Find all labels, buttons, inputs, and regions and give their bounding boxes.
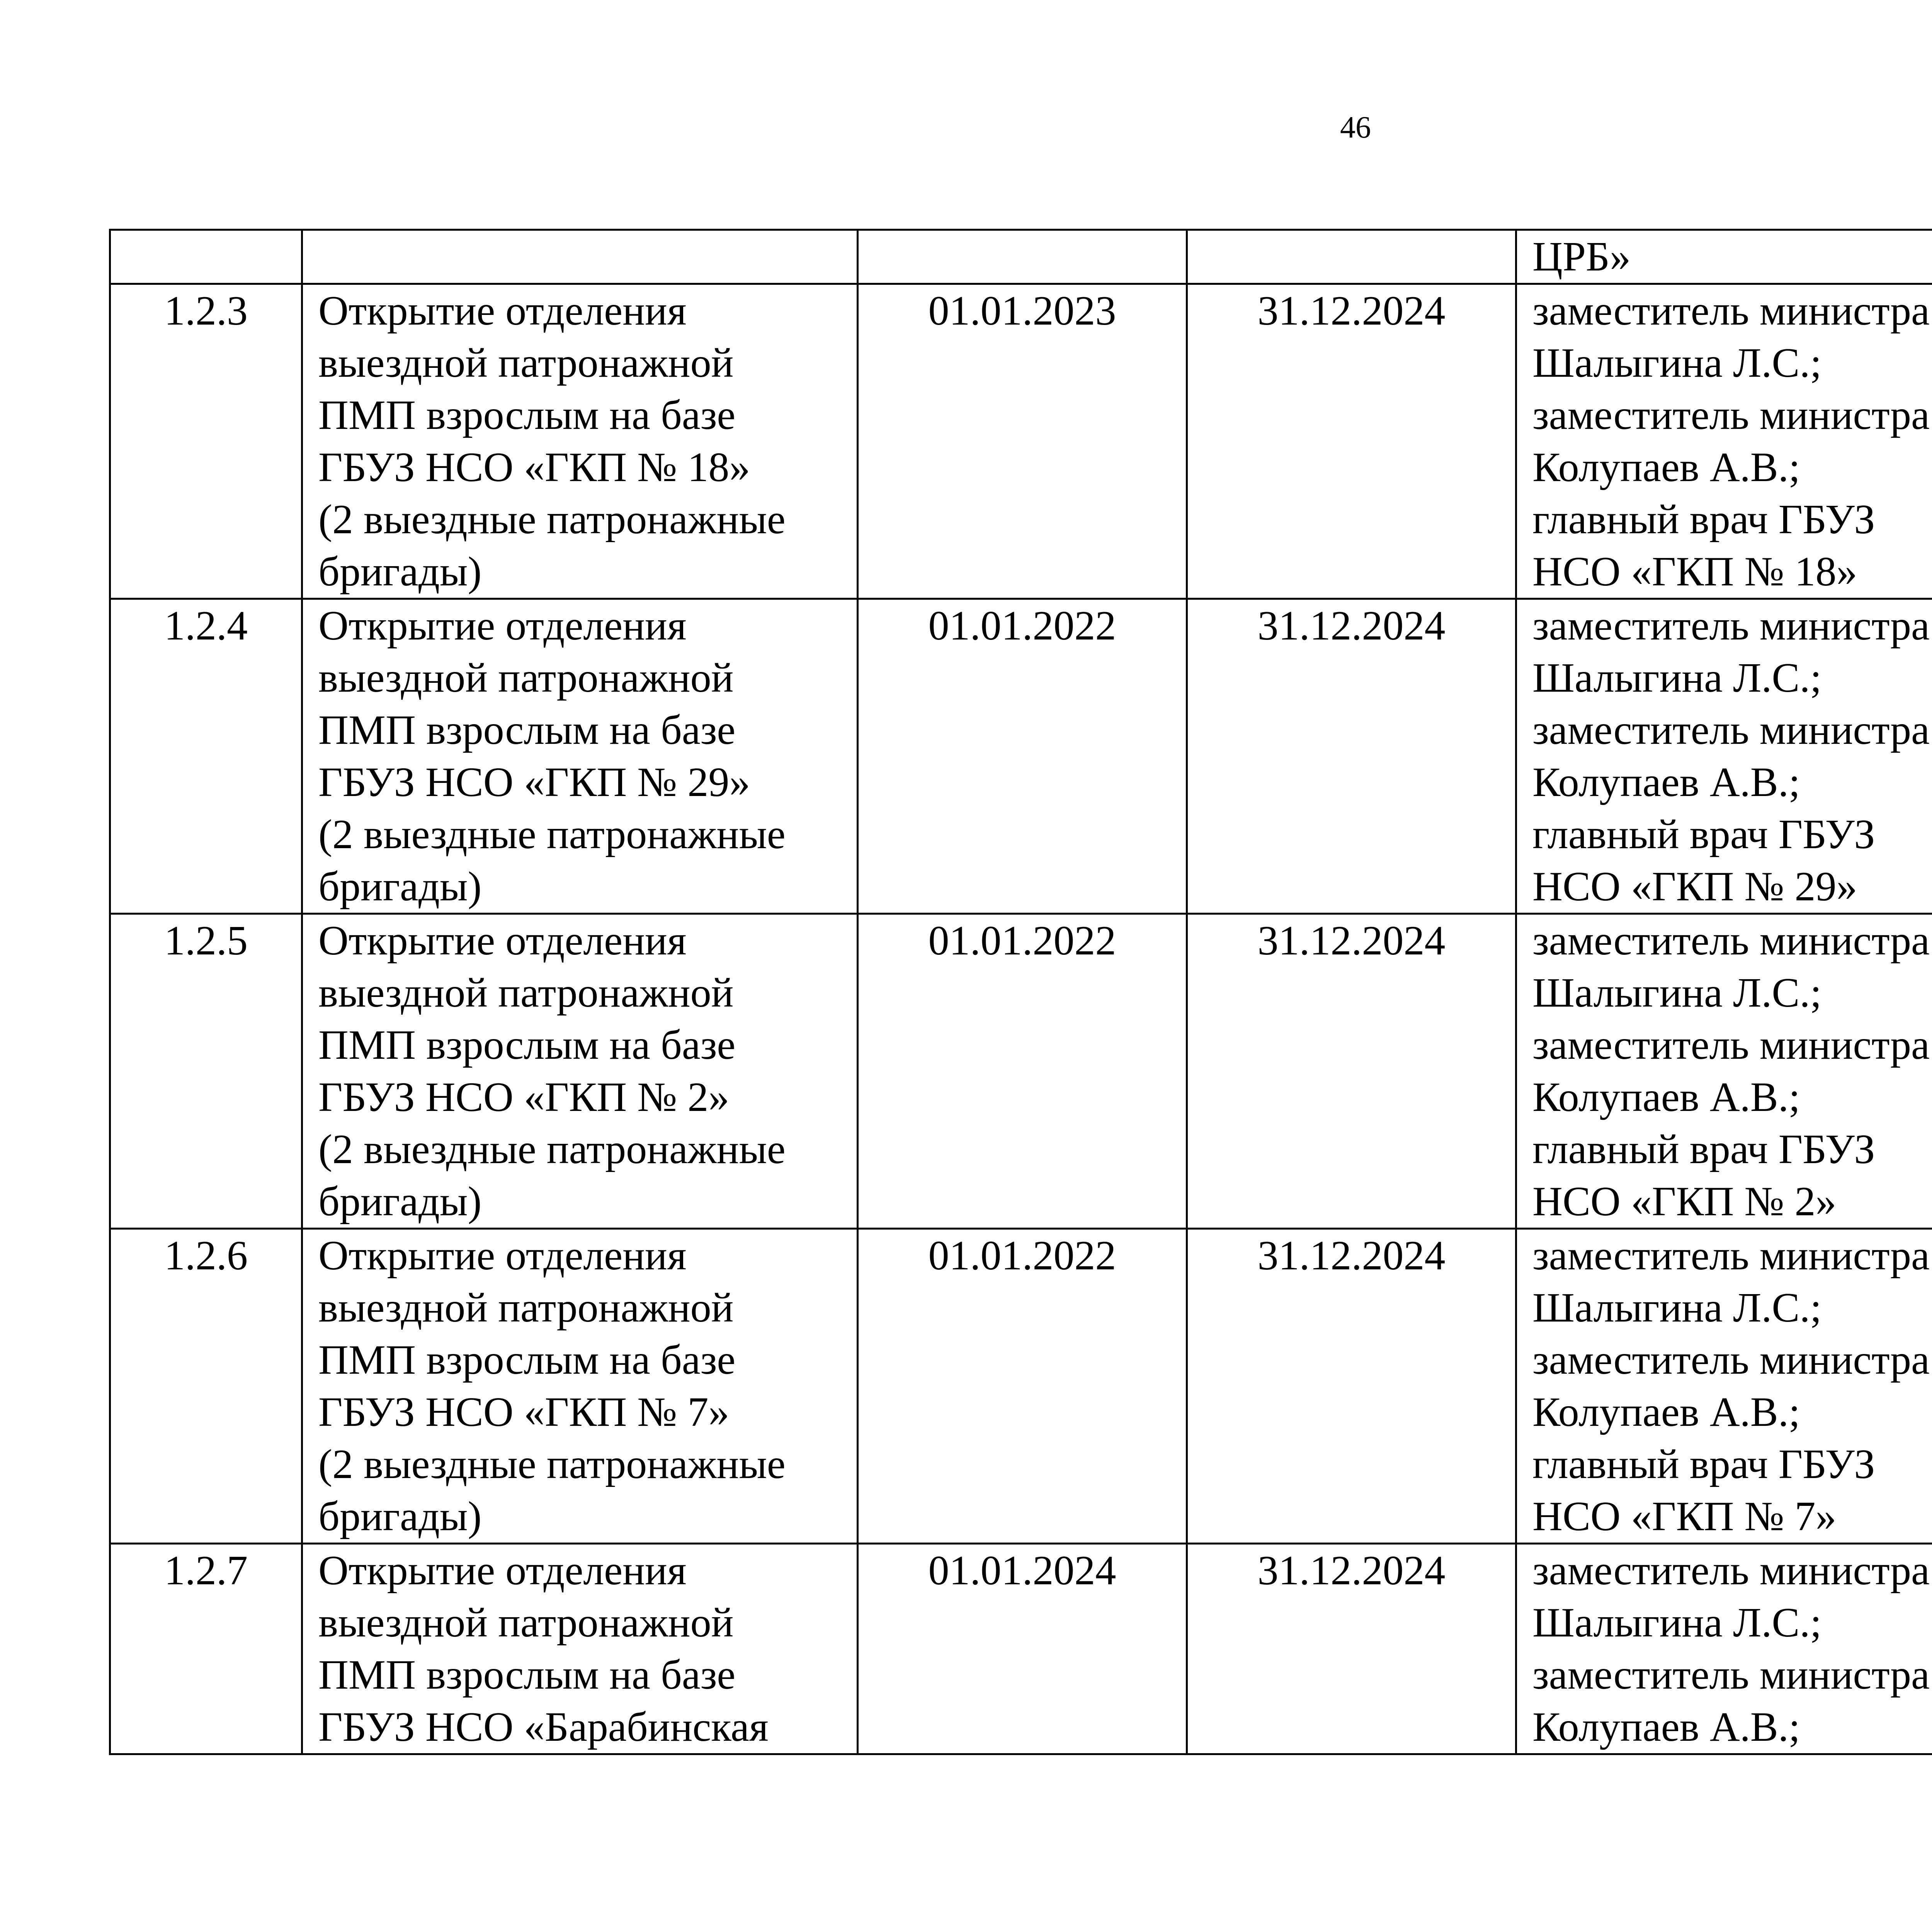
cell-start-date: 01.01.2024 — [858, 1544, 1187, 1754]
cell-number: 1.2.4 — [110, 599, 302, 914]
table-body — [110, 230, 1932, 1754]
cell-end-date: 31.12.2024 — [1187, 1229, 1516, 1544]
cell-responsible — [1516, 914, 1932, 1229]
cell-text-line: ГБУЗ НСО «ГКП № 18» — [318, 444, 750, 490]
cell-text-line: НСО «ГКП № 2» — [1532, 1179, 1837, 1225]
cell-start-date: 01.01.2022 — [858, 599, 1187, 914]
cell-text-line: заместитель министра — [1532, 1022, 1930, 1068]
cell-text-line: заместитель министра — [1532, 1337, 1930, 1383]
cell-text-line: ПМП взрослым на базе — [318, 1022, 736, 1068]
cell-text-line: Шалыгина Л.С.; — [1532, 655, 1822, 701]
cell-text-line: НСО «ГКП № 7» — [1532, 1493, 1837, 1539]
cell-text-line: выездной патронажной — [318, 1600, 734, 1646]
cell-text-line: выездной патронажной — [318, 1285, 734, 1331]
cell-responsible — [1516, 284, 1932, 599]
cell-text-line: заместитель министра — [1532, 603, 1930, 649]
cell-number — [110, 230, 302, 284]
cell-text-line: главный врач ГБУЗ — [1532, 1126, 1875, 1172]
table-row — [110, 914, 1932, 1229]
cell-text-line: (2 выездные патронажные — [318, 497, 786, 543]
cell-responsible — [1516, 599, 1932, 914]
cell-text-line: ПМП взрослым на базе — [318, 1652, 736, 1698]
cell-number: 1.2.5 — [110, 914, 302, 1229]
cell-text-line: (2 выездные патронажные — [318, 1441, 786, 1487]
cell-end-date: 31.12.2024 — [1187, 599, 1516, 914]
cell-start-date — [858, 230, 1187, 284]
cell-text-line: ЦРБ» — [1532, 234, 1631, 280]
cell-text-line: НСО «ГКП № 18» — [1532, 549, 1857, 595]
cell-number: 1.2.3 — [110, 284, 302, 599]
cell-event — [302, 230, 858, 284]
cell-text-line: (2 выездные патронажные — [318, 811, 786, 857]
cell-text-line: Колупаев А.В.; — [1532, 1389, 1800, 1435]
cell-event — [302, 1544, 858, 1754]
cell-text-line: главный врач ГБУЗ — [1532, 811, 1875, 857]
cell-text-line: ГБУЗ НСО «ГКП № 7» — [318, 1389, 730, 1435]
cell-text-line: выездной патронажной — [318, 340, 734, 386]
cell-text-line: Шалыгина Л.С.; — [1532, 1600, 1822, 1646]
cell-text-line: (2 выездные патронажные — [318, 1126, 786, 1172]
cell-text-line: ПМП взрослым на базе — [318, 392, 736, 438]
cell-text-line: Колупаев А.В.; — [1532, 759, 1800, 805]
cell-text-line: бригады) — [318, 549, 482, 595]
cell-text-line: ПМП взрослым на базе — [318, 707, 736, 753]
cell-end-date: 31.12.2024 — [1187, 284, 1516, 599]
cell-event — [302, 1229, 858, 1544]
cell-number: 1.2.6 — [110, 1229, 302, 1544]
cell-text-line: Открытие отделения — [318, 288, 687, 334]
cell-end-date — [1187, 230, 1516, 284]
cell-text-line: Шалыгина Л.С.; — [1532, 340, 1822, 386]
cell-text-line: Открытие отделения — [318, 1548, 687, 1594]
cell-text-line: бригады) — [318, 1179, 482, 1225]
cell-event — [302, 284, 858, 599]
cell-responsible — [1516, 230, 1932, 284]
table-row — [110, 1229, 1932, 1544]
cell-text-line: НСО «ГКП № 29» — [1532, 864, 1857, 910]
cell-start-date: 01.01.2023 — [858, 284, 1187, 599]
cell-text-line: заместитель министра — [1532, 1548, 1930, 1594]
cell-text-line: заместитель министра — [1532, 288, 1930, 334]
cell-event — [302, 914, 858, 1229]
cell-text-line: заместитель министра — [1532, 918, 1930, 964]
cell-text-line: заместитель министра — [1532, 1652, 1930, 1698]
cell-text-line: Открытие отделения — [318, 918, 687, 964]
cell-start-date: 01.01.2022 — [858, 1229, 1187, 1544]
cell-text-line: Шалыгина Л.С.; — [1532, 1285, 1822, 1331]
cell-text-line: бригады) — [318, 1493, 482, 1539]
cell-text-line: заместитель министра — [1532, 392, 1930, 438]
cell-start-date: 01.01.2022 — [858, 914, 1187, 1229]
cell-text-line: выездной патронажной — [318, 655, 734, 701]
cell-text-line: ГБУЗ НСО «ГКП № 29» — [318, 759, 750, 805]
cell-text-line: ПМП взрослым на базе — [318, 1337, 736, 1383]
cell-text-line: Открытие отделения — [318, 1233, 687, 1279]
cell-text-line: заместитель министра — [1532, 1233, 1930, 1279]
cell-text-line: ГБУЗ НСО «ГКП № 2» — [318, 1074, 730, 1120]
table-row — [110, 1544, 1932, 1754]
cell-text-line: бригады) — [318, 864, 482, 910]
cell-text-line: Колупаев А.В.; — [1532, 1074, 1800, 1120]
cell-text-line: ГБУЗ НСО «Барабинская — [318, 1704, 769, 1750]
cell-text-line: заместитель министра — [1532, 707, 1930, 753]
table-row — [110, 284, 1932, 599]
cell-end-date: 31.12.2024 — [1187, 914, 1516, 1229]
cell-text-line: главный врач ГБУЗ — [1532, 1441, 1875, 1487]
cell-text-line: главный врач ГБУЗ — [1532, 497, 1875, 543]
page-number: 46 — [1340, 111, 1371, 145]
cell-text-line: Колупаев А.В.; — [1532, 1704, 1800, 1750]
table-row — [110, 599, 1932, 914]
cell-responsible — [1516, 1544, 1932, 1754]
cell-event — [302, 599, 858, 914]
cell-text-line: Открытие отделения — [318, 603, 687, 649]
cell-text-line: выездной патронажной — [318, 970, 734, 1016]
cell-end-date: 31.12.2024 — [1187, 1544, 1516, 1754]
cell-responsible — [1516, 1229, 1932, 1544]
activities-table — [109, 229, 1932, 1755]
cell-text-line: Колупаев А.В.; — [1532, 444, 1800, 490]
continuation-row — [110, 230, 1932, 284]
cell-text-line: Шалыгина Л.С.; — [1532, 970, 1822, 1016]
cell-number: 1.2.7 — [110, 1544, 302, 1754]
